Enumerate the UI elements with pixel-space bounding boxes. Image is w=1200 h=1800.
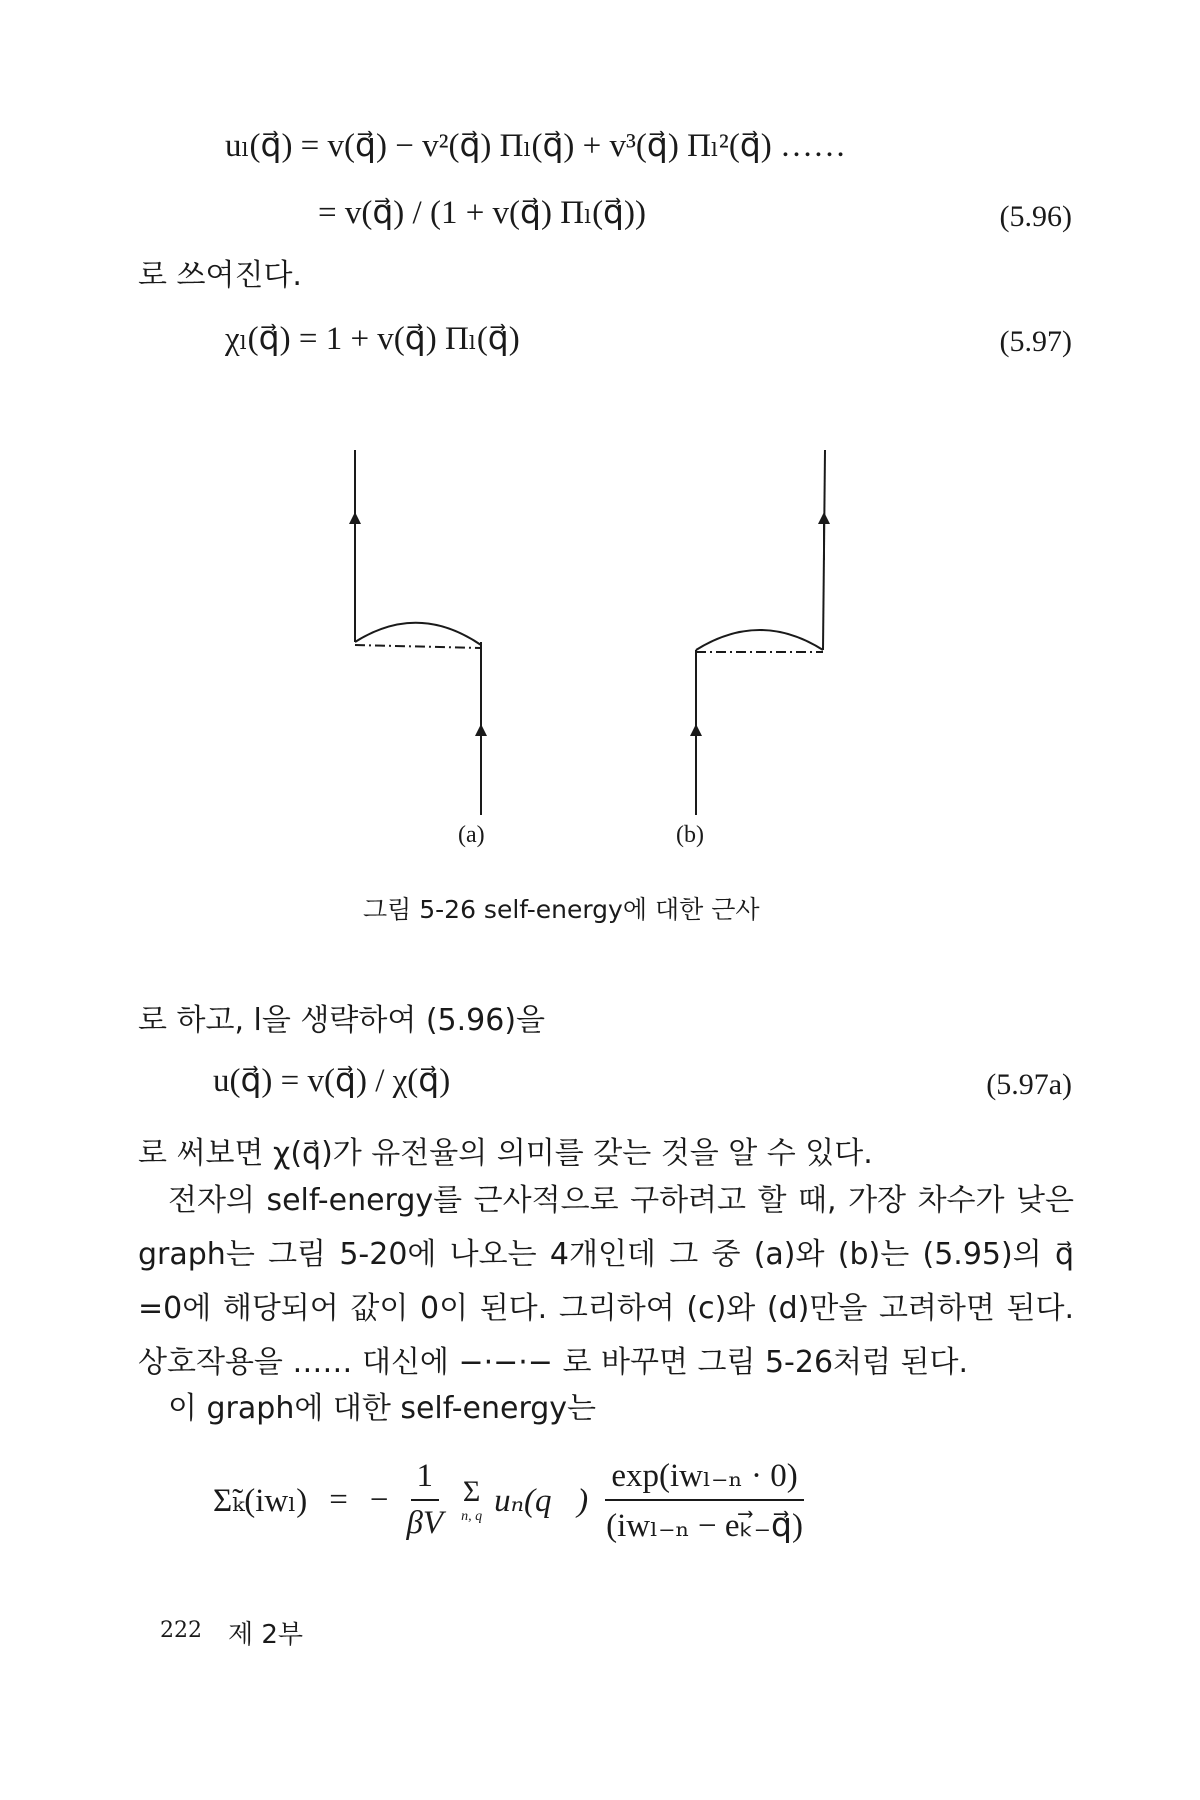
equation-number-596: (5.96) bbox=[999, 200, 1072, 233]
fraction-2-denominator: (iwₗ₋ₙ − eₖ⃗₋q⃗) bbox=[606, 1508, 803, 1544]
diagram-a-electron-arc bbox=[355, 623, 481, 645]
fraction-1-denominator: βV bbox=[406, 1505, 444, 1541]
paragraph-line-4: 상호작용을 …… 대신에 −·−·− 로 바꾸면 그림 5-26처럼 된다. bbox=[138, 1345, 969, 1380]
text-after-equation-596: 로 쓰여진다. bbox=[138, 258, 302, 293]
text-line-after-figure: 로 하고, l을 생략하여 (5.96)을 bbox=[138, 1003, 546, 1038]
paragraph-line-1: 전자의 self-energy를 근사적으로 구하려고 할 때, 가장 차수가 낮은 bbox=[168, 1183, 1074, 1218]
self-energy-equation bbox=[213, 1455, 809, 1545]
equation-number-597: (5.97) bbox=[999, 325, 1072, 358]
sentence-dielectric: 로 써보면 χ(q⃗)가 유전율의 의미를 갖는 것을 알 수 있다. bbox=[138, 1136, 873, 1171]
fraction-1-numerator: 1 bbox=[411, 1458, 440, 1501]
page-number: 222 bbox=[160, 1618, 202, 1643]
body-paragraph bbox=[138, 1174, 1074, 1390]
equation-596-line-1: uₗ(q⃗) = v(q⃗) − v²(q⃗) Πₗ(q⃗) + v³(q⃗) Πₗ²(q⃗) …… bbox=[225, 128, 847, 164]
paragraph-line-3: =0에 해당되어 값이 0이 된다. 그리하여 (c)와 (d)만을 고려하면 된다. bbox=[138, 1291, 1074, 1326]
intro-final-equation: 이 graph에 대한 self-energy는 bbox=[168, 1391, 597, 1426]
diagram-b bbox=[696, 450, 825, 815]
fraction-2-exponential bbox=[600, 1455, 809, 1545]
equals-sign: = bbox=[329, 1481, 348, 1518]
equation-597: χₗ(q⃗) = 1 + v(q⃗) Πₗ(q⃗) bbox=[225, 321, 520, 357]
interaction-term: uₙ(q⃗) bbox=[494, 1483, 589, 1519]
paragraph-line-2: graph는 그림 5-20에 나오는 4개인데 그 중 (a)와 (b)는 (5.95)의 q⃗ bbox=[138, 1237, 1074, 1272]
part-label: 제 2부 bbox=[228, 1620, 304, 1650]
equation-597a: u(q⃗) = v(q⃗) / χ(q⃗) bbox=[213, 1063, 451, 1099]
summation bbox=[461, 1475, 482, 1525]
minus-sign: − bbox=[369, 1481, 389, 1518]
summation-sign: Σ bbox=[462, 1475, 481, 1508]
equation-596-line-2: = v(q⃗) / (1 + v(q⃗) Πₗ(q⃗)) bbox=[318, 195, 646, 231]
fraction-2-numerator: exp(iwₗ₋ₙ · 0) bbox=[605, 1455, 803, 1501]
diagram-a-label: (a) bbox=[458, 822, 485, 848]
self-energy-lhs: Σ̃ₖ(iwₗ) bbox=[213, 1483, 308, 1519]
diagram-b-electron-arc bbox=[696, 630, 823, 650]
equation-number-597a: (5.97a) bbox=[986, 1068, 1072, 1101]
diagram-b-label: (b) bbox=[676, 822, 704, 848]
figure-caption: 그림 5-26 self-energy에 대한 근사 bbox=[363, 895, 760, 924]
fraction-1-over-beta-v bbox=[400, 1458, 449, 1542]
diagram-a bbox=[355, 450, 481, 815]
summation-subscript: n, q bbox=[461, 1509, 483, 1524]
diagram-a-interaction-line bbox=[355, 645, 481, 648]
